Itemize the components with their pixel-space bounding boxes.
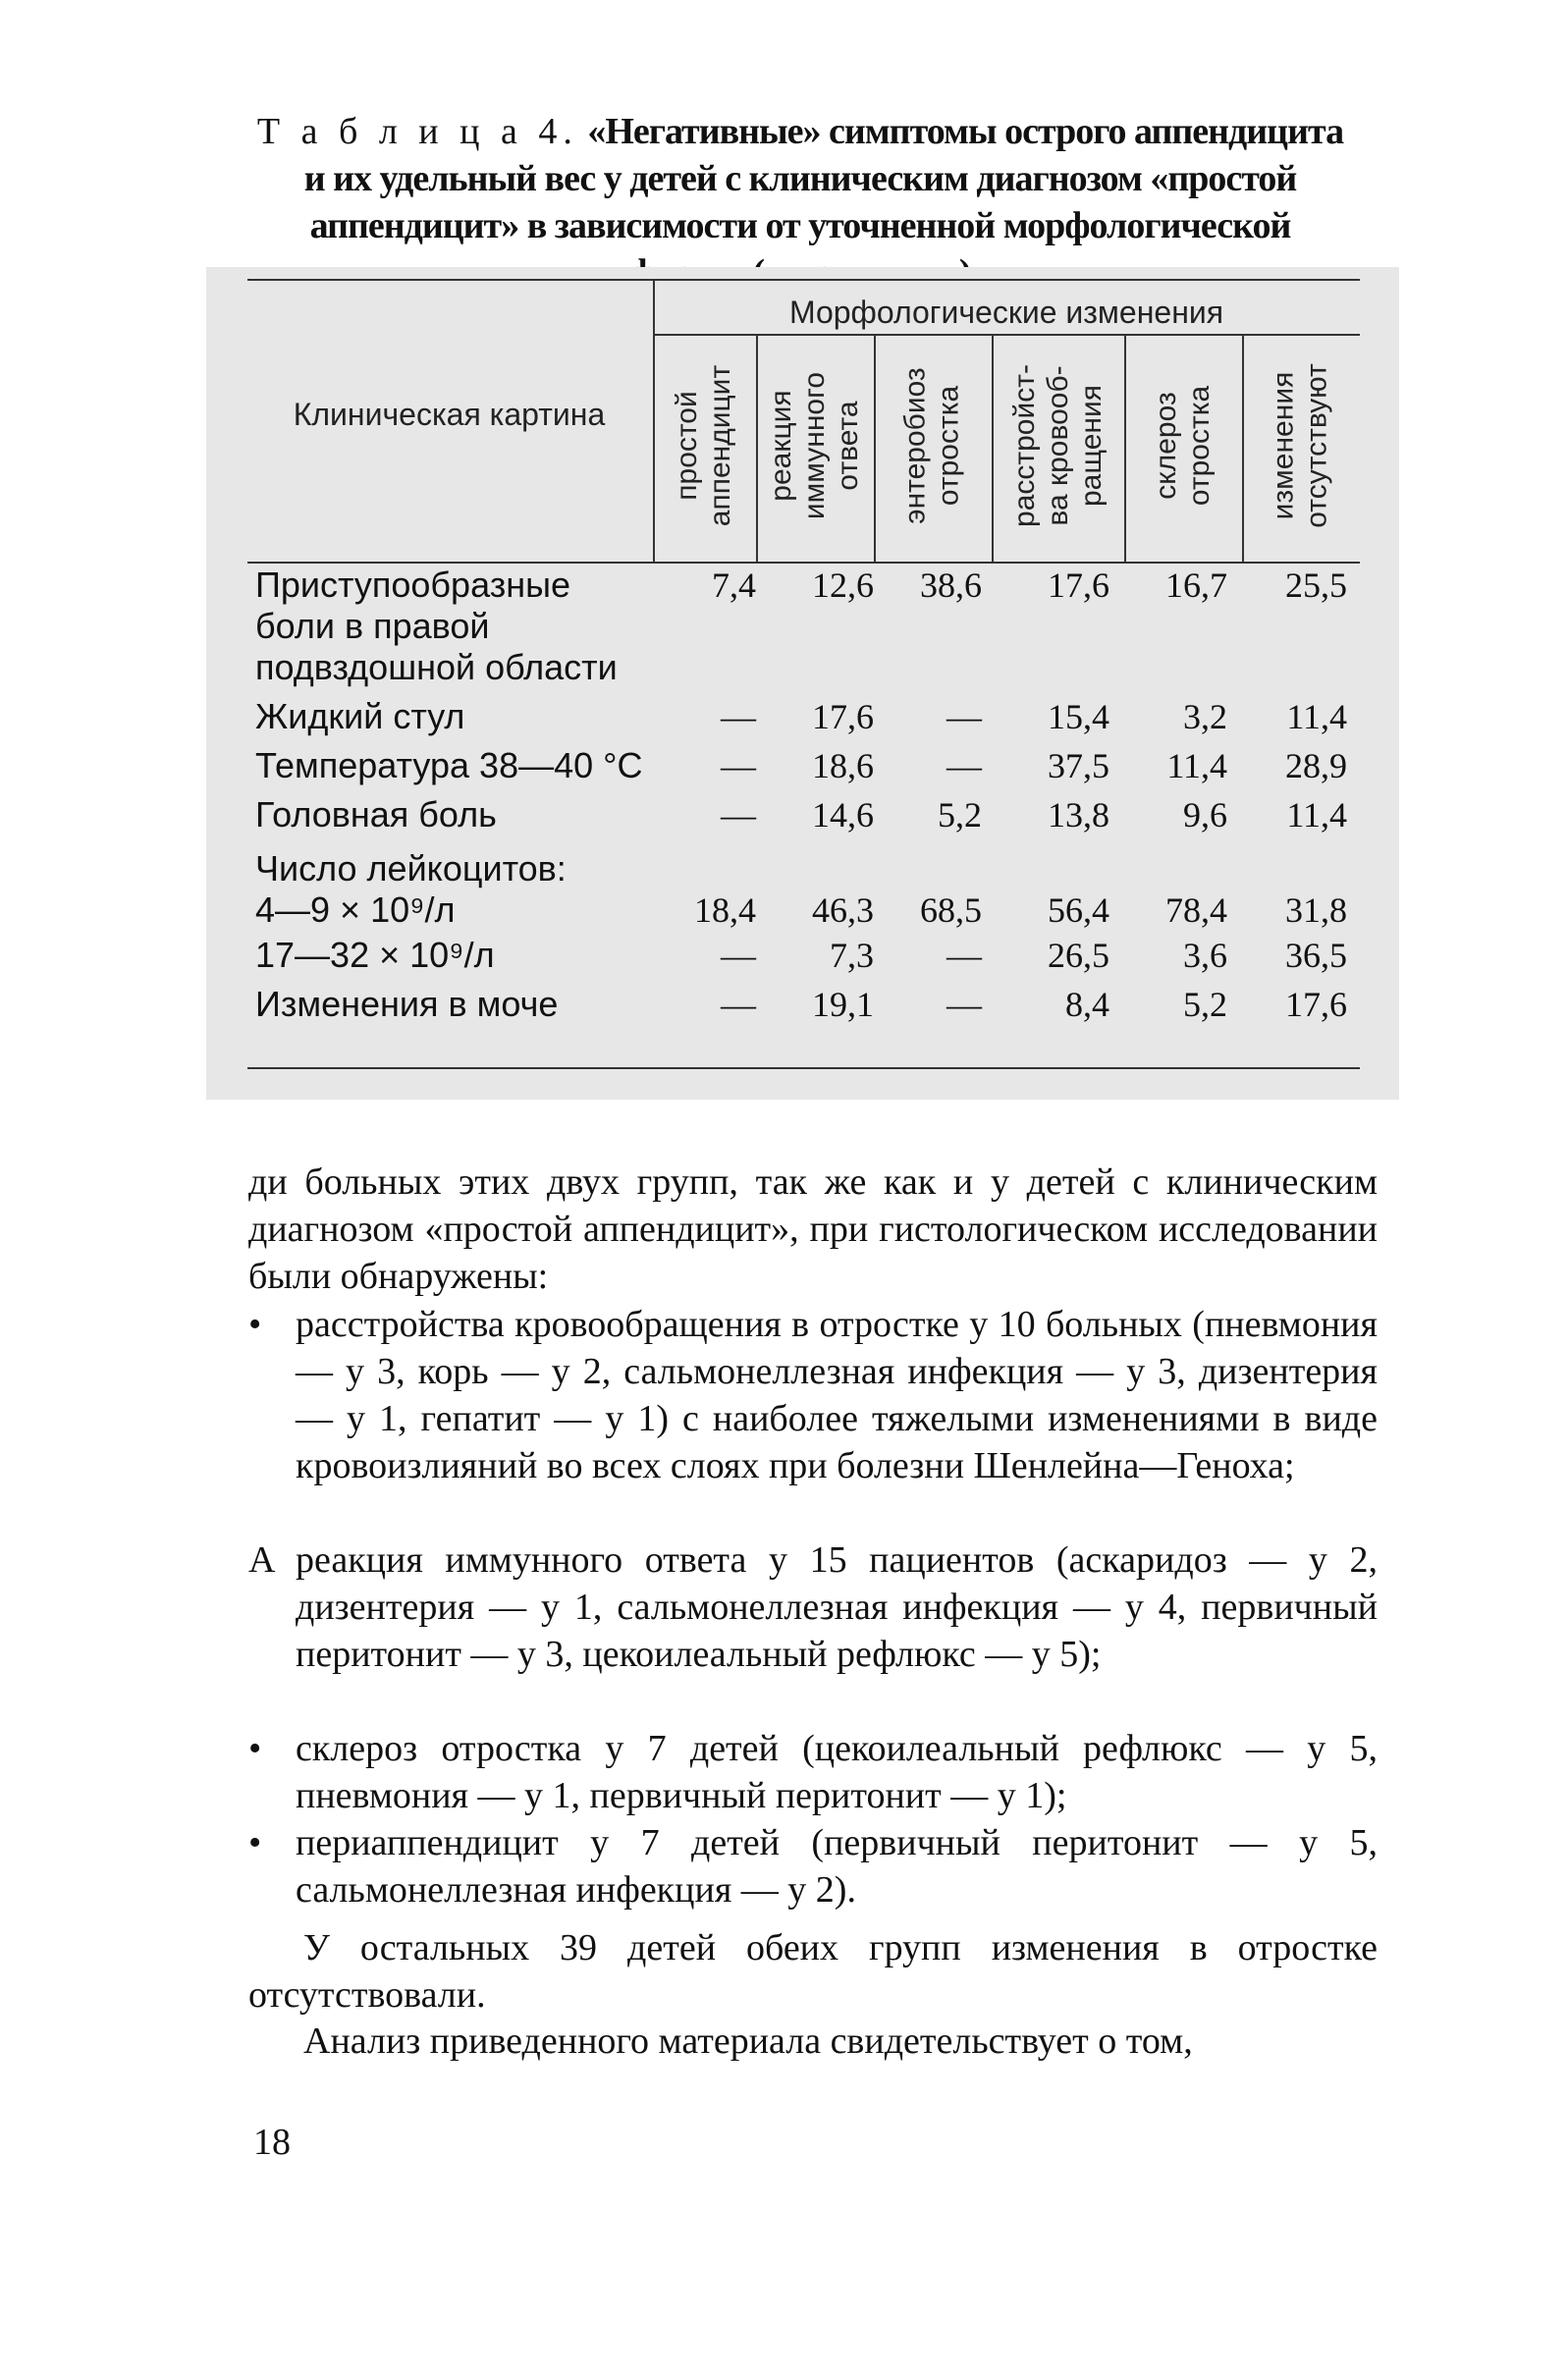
table-cell: — — [721, 746, 756, 785]
table-cell: 5,2 — [1183, 985, 1227, 1024]
list-item-text: расстройства кровообращения в отростке у 10 больных (пневмония — у 3, корь — у 2, сальмонеллезная инфекция — у 3, дизентерия — у 1, гепатит — у 1) с наиболее тяжелыми изменениями в виде кровоизлияний во всех слоях при болезни Шенлейна—Геноха; — [296, 1304, 1378, 1486]
table-cell: 7,3 — [830, 936, 874, 975]
caption-line3: аппендицит» в зависимости от уточненной морфологической — [309, 205, 1291, 246]
table-cell: 18,6 — [812, 746, 874, 785]
body-paragraph-2: У остальных 39 детей обеих групп изменения в отростке отсутствовали. — [248, 1927, 1378, 2016]
table-cell: — — [946, 697, 982, 736]
table-cell: 26,5 — [1048, 936, 1109, 975]
row-label-headache: Головная боль — [255, 794, 497, 835]
table-cell: 14,6 — [812, 795, 874, 835]
table-cell: — — [946, 746, 982, 785]
table-cell: 15,4 — [1048, 697, 1109, 736]
table-cell: 11,4 — [1166, 746, 1227, 785]
row-label-temperature: Температура 38—40 °С — [255, 745, 643, 785]
row-label-leukocytes: Число лейкоцитов: — [255, 848, 567, 889]
column-header-5: склероз отростка — [1150, 385, 1216, 507]
column-header-3: энтеробиоз отростка — [899, 367, 965, 524]
table-cell: 18,4 — [694, 890, 756, 930]
table-cell: — — [721, 697, 756, 736]
table-cell: — — [946, 985, 982, 1024]
table-cell: — — [721, 985, 756, 1024]
table-cell: 11,4 — [1286, 795, 1347, 835]
table-cell: 38,6 — [920, 566, 982, 605]
caption-line2: и их удельный вес у детей с клиническим диагнозом «простой — [303, 158, 1297, 199]
body-paragraph-3: Анализ приведенного материала свидетельствует о том, — [303, 2021, 1193, 2062]
table-cell: 31,8 — [1285, 890, 1347, 930]
table-cell: — — [721, 936, 756, 975]
table-cell: 56,4 — [1048, 890, 1109, 930]
table-cell: 37,5 — [1048, 746, 1109, 785]
column-header-4: расстройст- ва кровооб- ращения — [1007, 364, 1108, 527]
table-cell: 17,6 — [1285, 985, 1347, 1024]
list-item-text: реакция иммунного ответа у 15 пациентов (аскаридоз — у 2, дизентерия — у 1, сальмонеллезная инфекция — у 4, первичный перитонит — у 3, цекоилеальный рефлюкс — у 5); — [296, 1539, 1378, 1675]
table-top-rule — [247, 279, 1360, 281]
column-header-2: реакция иммунного ответа — [765, 371, 865, 520]
row-label-pain: Приступообразные боли в правой подвздошной области — [255, 565, 618, 687]
table-cell: 5,2 — [938, 795, 982, 835]
bullet-mark: • — [248, 1304, 262, 1345]
bullet-mark: • — [248, 1822, 262, 1863]
table-cell: 17,6 — [1048, 566, 1109, 605]
table-cell: 36,5 — [1285, 936, 1347, 975]
table-cell: 68,5 — [920, 890, 982, 930]
table-cell: 19,1 — [812, 985, 874, 1024]
row-label-leuko-normal: 4—9 × 10⁹/л — [255, 889, 456, 930]
table-bottom-rule — [247, 1067, 1360, 1069]
list-item-text: периаппендицит у 7 детей (первичный перитонит — у 5, сальмонеллезная инфекция — у 2). — [296, 1822, 1378, 1911]
table-cell: 17,6 — [812, 697, 874, 736]
table-cell: 11,4 — [1286, 697, 1347, 736]
page-number: 18 — [253, 2122, 291, 2163]
table-cell: 25,5 — [1285, 566, 1347, 605]
group-header-rule — [653, 334, 1360, 336]
caption-label: Т а б л и ц а 4. — [256, 111, 578, 152]
table-cell: 9,6 — [1183, 795, 1227, 835]
column-header-6: изменения отсутствуют — [1268, 363, 1333, 528]
row-label-urine: Изменения в моче — [255, 984, 559, 1024]
table-cell: 78,4 — [1165, 890, 1227, 930]
data-table — [206, 267, 1399, 1100]
bullet-mark: А — [248, 1539, 276, 1581]
table-cell: 12,6 — [812, 566, 874, 605]
table-cell: — — [946, 936, 982, 975]
group-header: Морфологические изменения — [788, 295, 1224, 330]
table-cell: 46,3 — [812, 890, 874, 930]
list-item-text: склероз отростка у 7 детей (цекоилеальный рефлюкс — у 5, пневмония — у 1, первичный перитонит — у 1); — [296, 1728, 1378, 1816]
table-cell: 7,4 — [712, 566, 756, 605]
body-paragraph-1: ди больных этих двух групп, так же как и у детей с клиническим диагнозом «простой аппендицит», при гистологическом исследовании были обнаружены: — [248, 1161, 1378, 1297]
table-cell: 3,2 — [1183, 697, 1227, 736]
caption-line1: «Негативные» симптомы острого аппендицита — [587, 111, 1344, 152]
table-cell: — — [721, 795, 756, 835]
table-cell: 13,8 — [1048, 795, 1109, 835]
table-cell: 8,4 — [1065, 985, 1109, 1024]
table-cell: 3,6 — [1183, 936, 1227, 975]
bullet-mark: • — [248, 1728, 262, 1769]
table-cell: 28,9 — [1285, 746, 1347, 785]
row-label-stool: Жидкий стул — [255, 696, 465, 736]
table-header-rule — [247, 562, 1360, 564]
stub-header: Клиническая картина — [293, 397, 606, 432]
column-header-1: простой аппендицит — [671, 364, 737, 527]
row-label-leuko-high: 17—32 × 10⁹/л — [255, 935, 495, 975]
table-cell: 16,7 — [1165, 566, 1227, 605]
